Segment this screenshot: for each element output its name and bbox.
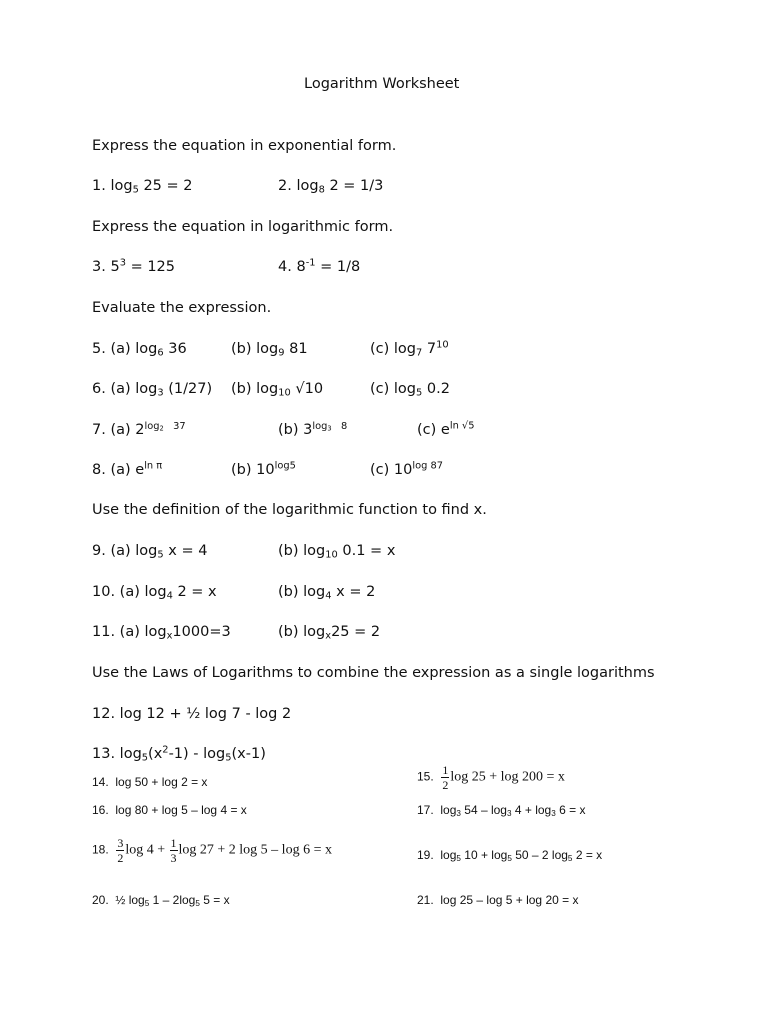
problem-11b: (b) $\log_x25 = 2$: [278, 624, 381, 642]
problem-10b: (b) $\log_4 x = 2$: [278, 584, 376, 602]
problem-19: 19. $\log_5 10 + \log_5 50 - 2$ $\log_5 2 = x$: [417, 848, 603, 864]
problem-2: 2. $\log_8 2 = 1/3$: [278, 178, 384, 196]
problem-7a: 7. (a) $2^{log_2 37}$: [92, 420, 186, 438]
problem-7b: (b) $3^{log_3 8}$: [278, 420, 348, 438]
problem-11a: 11. (a) $\log_x1000=3$: [92, 624, 231, 642]
problem-6a: 6. (a) $\log_3 (1/27)$: [92, 381, 213, 399]
problem-8c: (c) $10^{log 87}$: [370, 460, 444, 478]
fraction-three-halves: $\frac{3}{2}$: [117, 836, 124, 865]
problem-9a: 9. (a) $\log_5 x = 4$: [92, 543, 208, 561]
page-title: Logarithm Worksheet: [304, 76, 460, 92]
section-heading-logarithmic: Express the equation in logarithmic form.: [92, 219, 394, 235]
problem-3: 3. $5^3 = 125$: [92, 257, 175, 275]
fraction-one-half: $\frac{1}{2}$: [442, 763, 449, 792]
problem-5c: (c) $\log_7 7^{10}$: [370, 339, 449, 359]
problem-8b: (b) $10^{log5}$: [231, 460, 296, 478]
fraction-one-third: $\frac{1}{3}$: [170, 836, 177, 865]
section-heading-laws: Use the Laws of Logarithms to combine the expression as a single logarithms: [92, 665, 655, 681]
problem-1: 1. $\log_5 25 = 2$: [92, 178, 193, 196]
section-heading-definition: Use the definition of the logarithmic function to find x.: [92, 502, 487, 518]
problem-6c: (c) $\log_5 0.2$: [370, 381, 450, 399]
problem-9b: (b) $\log_{10} 0.1 = x$: [278, 543, 396, 561]
problem-12: 12. log 12 + ½ log 7 - log 2: [92, 706, 292, 722]
problem-6b: (b) $\log_{10} √10$: [231, 381, 324, 399]
problem-16: 16. log 80 + log 5 – log 4 = x: [92, 803, 247, 817]
section-heading-exponential: Express the equation in exponential form.: [92, 138, 397, 154]
problem-14: 14. log 50 + log 2 = x: [92, 775, 208, 789]
problem-15: 15. $\frac{1}{2}$ log 25 + log 200 = x: [417, 763, 565, 792]
problem-17: 17. $\log_3 54 - \log_3 4 + \log_3 6 = x$: [417, 803, 586, 819]
problem-18: 18. $\frac{3}{2}$ log 4 + $\frac{1}{3}$ log 27 + 2 log 5 – log 6 = x: [92, 836, 332, 865]
problem-20: 20. ½ $\log_5 1 - 2\log_5$ 5 = x: [92, 893, 230, 909]
section-heading-evaluate: Evaluate the expression.: [92, 300, 272, 316]
problem-5a: 5. (a) $\log_6 36$: [92, 341, 187, 359]
problem-4: 4. $8^{-1} = 1/8$: [278, 257, 361, 275]
problem-7c: (c) $e^{ln √5}$: [417, 420, 475, 438]
problem-10a: 10. (a) $\log_4 2 = x$: [92, 584, 217, 602]
problem-8a: 8. (a) $e^{ln \pi}$: [92, 460, 163, 478]
problem-13: 13. $\log_5(x^2-1) - \log_5(x-1)$: [92, 744, 266, 764]
problem-5b: (b) $\log_9 81$: [231, 341, 308, 359]
problem-21: 21. log 25 – log 5 + log 20 = x: [417, 893, 579, 907]
